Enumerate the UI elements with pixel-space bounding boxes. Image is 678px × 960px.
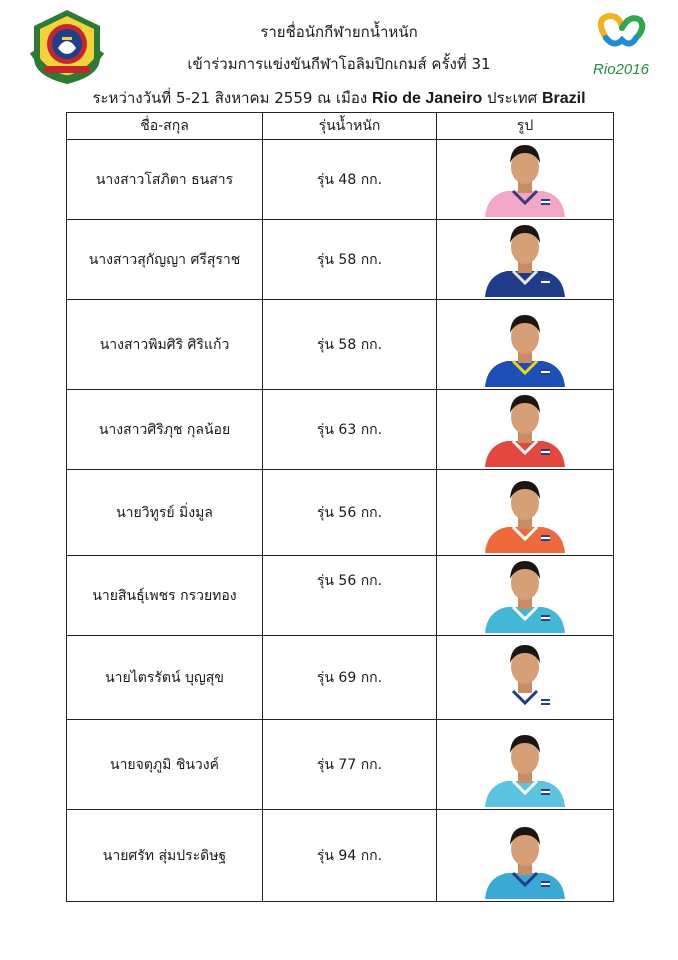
athlete-portrait-photo (483, 143, 567, 217)
photo-cell (437, 140, 614, 220)
athlete-name: นายไตรรัตน์ บุญสุข (67, 636, 263, 720)
table-row (67, 220, 614, 300)
athlete-name: นางสาวศิริภุช กุลน้อย (67, 390, 263, 470)
table-row (67, 140, 614, 220)
athlete-name: นายสินธุ์เพชร กรวยทอง (67, 556, 263, 636)
athlete-name: นางสาวพิมศิริ ศิริแก้ว (67, 300, 263, 390)
photo-cell (437, 390, 614, 470)
weight-class: รุ่น 58 กก. (263, 300, 437, 390)
athlete-portrait-photo (483, 223, 567, 297)
weight-class: รุ่น 56 กก. (263, 470, 437, 556)
table-row (67, 556, 614, 636)
photo-cell (437, 636, 614, 720)
athlete-portrait-photo (483, 393, 567, 467)
table-row (67, 470, 614, 556)
weight-class: รุ่น 77 กก. (263, 720, 437, 810)
photo-cell (437, 470, 614, 556)
weight-class: รุ่น 69 กก. (263, 636, 437, 720)
athlete-portrait-photo (483, 473, 567, 553)
table-header-row (67, 113, 614, 140)
athlete-portrait-photo (483, 303, 567, 387)
weight-class: รุ่น 94 กก. (263, 810, 437, 902)
table-row (67, 636, 614, 720)
photo-cell (437, 720, 614, 810)
photo-cell (437, 810, 614, 902)
table-body (67, 140, 614, 902)
athlete-roster-table (66, 112, 614, 902)
photo-cell (437, 220, 614, 300)
athlete-name: นายวิทูรย์ มิ่งมูล (67, 470, 263, 556)
athlete-name: นายจตุภูมิ ชินวงค์ (67, 720, 263, 810)
athlete-portrait-photo (483, 639, 567, 717)
column-header-name: ชื่อ-สกุล (67, 113, 263, 140)
document-title: รายชื่อนักกีฬายกน้ำหนัก (260, 23, 418, 41)
city-text: Rio de Janeiro (372, 90, 483, 107)
column-header-photo: รูป (437, 113, 614, 140)
rio-logo-text: Rio2016 (593, 61, 649, 78)
photo-cell (437, 556, 614, 636)
table-row (67, 300, 614, 390)
weight-class: รุ่น 48 กก. (263, 140, 437, 220)
athlete-portrait-photo (483, 723, 567, 807)
table-row (67, 810, 614, 902)
athlete-name: นางสาวสุกัญญา ศรีสุราช (67, 220, 263, 300)
weight-class: รุ่น 56 กก. (263, 556, 437, 636)
weight-class: รุ่น 63 กก. (263, 390, 437, 470)
document-subtitle: เข้าร่วมการแข่งขันกีฬาโอลิมปิกเกมส์ ครั้งที่ 31 (187, 55, 491, 73)
athlete-name: นายศรัท สุ่มประดิษฐ (67, 810, 263, 902)
photo-cell (437, 300, 614, 390)
table-row (67, 720, 614, 810)
country-word: ประเทศ (487, 89, 538, 107)
athlete-portrait-photo (483, 559, 567, 633)
weight-class: รุ่น 58 กก. (263, 220, 437, 300)
dates-text: ระหว่างวันที่ 5-21 สิงหาคม 2559 ณ เมือง (92, 89, 368, 107)
country-text: Brazil (541, 90, 586, 107)
column-header-weight: รุ่นน้ำหนัก (263, 113, 437, 140)
event-dates-location (0, 86, 678, 110)
table-row (67, 390, 614, 470)
athlete-portrait-photo (483, 813, 567, 899)
athlete-name: นางสาวโสภิตา ธนสาร (67, 140, 263, 220)
